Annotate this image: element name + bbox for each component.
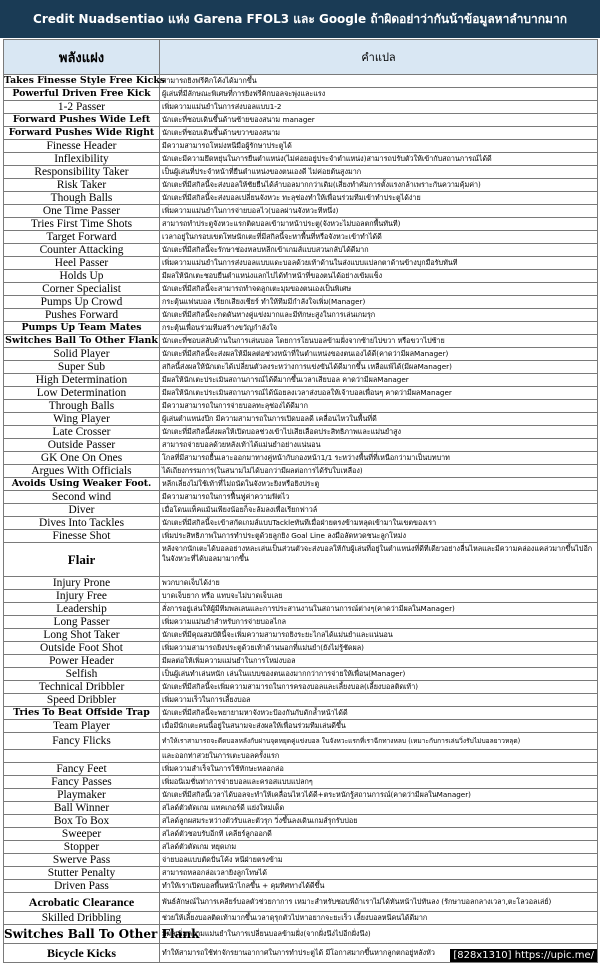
skill-description: เพิ่มความแม่นยำในการส่งบอลแบบ1-2 bbox=[160, 101, 598, 114]
skill-description: บาดเจ็บยาก หรือ แทบจะไม่บาดเจ็บเลย bbox=[160, 590, 598, 603]
watermark: [828x1310] https://upic.me/ bbox=[450, 949, 597, 962]
skill-description: นักเตะที่มีสกิลนี้จะเพิ่มความสามารถในการครองบอลและเลี้ยงบอล(เลี้ยงบอลติดเท้า) bbox=[160, 681, 598, 694]
table-row bbox=[4, 309, 598, 322]
skill-description: สกิลนี้ส่งผลให้นักเตะได้เปลี่ยนตัวลงระหว่างการแข่งขันได้ดีมากขึ้น เหลือแพ้ได้(มีผลManager) bbox=[160, 361, 598, 374]
skill-name: Switches Ball To Other Flank bbox=[5, 335, 158, 346]
skill-name: Solid Player bbox=[4, 348, 160, 361]
table-row bbox=[4, 257, 598, 270]
skill-description: โกลที่มีสามารถยื้นเลาะออกมาทางคู่หน้ากับกองหน้า1/1 ระหว่างพื้นที่ที่เหนือกว่ามาเป็นบทบาท bbox=[160, 452, 598, 465]
skill-name: Leadership bbox=[4, 603, 160, 616]
skill-description: กระตุ้นเพื่อนร่วมทีมสร้างขวัญกำลังใจ bbox=[160, 322, 598, 335]
skill-name: Driven Pass bbox=[4, 880, 160, 893]
skill-description: มีผลต่อให้เพิ่มความแม่นยำในการโหม่งบอล bbox=[160, 655, 598, 668]
table-row bbox=[4, 114, 598, 127]
table-row bbox=[4, 720, 598, 733]
skill-description: นักเตะที่มีสกิลนี้จะกดดันทางคู่แข่งมากและมีทักษะสูงในการเล่นเกมรุก bbox=[160, 309, 598, 322]
table-row bbox=[4, 776, 598, 789]
skill-name: Pumps Up Team Mates bbox=[4, 322, 160, 335]
table-row bbox=[4, 694, 598, 707]
skill-description: ทำให้เราเปิดบอลพื้นหน้าไกลขึ้น + คุมทิศทางได้ดีขึ้น bbox=[160, 880, 598, 893]
skill-description: เพิ่มความสำเร็จในการใช้ทักษะหลอกล่อ bbox=[160, 763, 598, 776]
skill-name: Target Forward bbox=[4, 231, 160, 244]
skill-description: สามารถหลอกล่อเวลายิงลูกโทษได้ bbox=[160, 867, 598, 880]
table-row bbox=[4, 283, 598, 296]
skill-description: มีผลให้นักเตะชอบยืนตำแหน่งแลกไปได้ทำหน้าที่ของตนได้อย่างเข้มแข็ง bbox=[160, 270, 598, 283]
skill-description: นักเตะที่มีสกิลนี้จะส่งบอลเปลี่ยนจังหวะ ทะลุช่องทำให้เพื่อนร่วมทีมเข้าทำประตูได้ง่าย bbox=[160, 192, 598, 205]
table-row bbox=[4, 400, 598, 413]
skill-name: Argues With Officials bbox=[4, 465, 160, 478]
table-row bbox=[4, 750, 598, 763]
table-row bbox=[4, 296, 598, 309]
skill-name: Holds Up bbox=[4, 270, 160, 283]
table-row bbox=[4, 244, 598, 257]
table-row bbox=[4, 655, 598, 668]
skill-description: สไลด์ตัวตัดเกม แทคเกอร์ดี แย่งใหม่เด็ด bbox=[160, 802, 598, 815]
table-header-row bbox=[4, 40, 598, 75]
skill-description: มีความสามารถในการจ่ายบอลทะลุช่องได้ดีมาก bbox=[160, 400, 598, 413]
skill-description: สามารถยิงฟรีคิกโค้งได้มากขึ้น bbox=[160, 75, 598, 88]
skill-name: Long Passer bbox=[4, 616, 160, 629]
table-row bbox=[4, 707, 598, 720]
skill-name: Finesse Header bbox=[4, 140, 160, 153]
table-row bbox=[4, 629, 598, 642]
table-row bbox=[4, 603, 598, 616]
skill-name bbox=[4, 750, 160, 763]
skill-name: Avoids Using Weaker Foot. bbox=[4, 478, 160, 491]
skill-name: Playmaker bbox=[4, 789, 160, 802]
skill-name: Switches Ball To Other Flank bbox=[4, 925, 160, 944]
skill-name: Tries First Time Shots bbox=[4, 218, 160, 231]
table-row bbox=[4, 880, 598, 893]
table-row bbox=[4, 426, 598, 439]
skill-name: Takes Finesse Style Free Kicks bbox=[4, 75, 166, 86]
skill-name: Though Balls bbox=[4, 192, 160, 205]
skill-description: นักเตะที่มีสกิลนี้เวลาได้บอลจะทำให้เคลื่อนไหวได้ดี+ตระหนักรู้สถานการณ์(คาดว่ามีผลในManager) bbox=[160, 789, 598, 802]
skill-name: Power Header bbox=[4, 655, 160, 668]
table-row bbox=[4, 668, 598, 681]
skill-description: นักเตะที่มีสกิลนี้จะพยายามหาจังหวะป้องกันกับดักล้ำหน้าได้ดี bbox=[160, 707, 598, 720]
table-row bbox=[4, 893, 598, 912]
skill-name: Super Sub bbox=[4, 361, 160, 374]
skill-description: พวกบาดเจ็บได้ง่าย bbox=[160, 577, 598, 590]
table-row bbox=[4, 867, 598, 880]
skill-description: เพิ่มความแม่นยำในการส่งบอลแบบแดะบอลด้วยเท้าด้านในส่งแบบแปลกตาด้านข้างบุกมือรับทันที bbox=[160, 257, 598, 270]
skill-name: Acrobatic Clearance bbox=[4, 893, 160, 912]
skill-description: นักเตะมีความยึดหยุ่นในการยืนตำแหน่ง(ไม่ค่อยอยู่ประจำตำแหน่ง)สามารถปรับตัวให้เข้ากับสถานการณ์ได้ดี bbox=[160, 153, 598, 166]
skill-description: ทำให้สามารถใช้ท่าจักรยานอากาศในการทำประตูได้ มีโอกาสมากขึ้นหากลูกตกอยู่หลังหัว bbox=[160, 944, 598, 963]
skill-name: Ball Winner bbox=[4, 802, 160, 815]
table-row bbox=[4, 166, 598, 179]
skill-name: Low Determination bbox=[4, 387, 160, 400]
skill-description: เป็นผู้เล่นทำเล่นหนัก เล่นในแบบของตนเองมากกว่าการจ่ายให้เพื่อน(Manager) bbox=[160, 668, 598, 681]
table-row bbox=[4, 374, 598, 387]
table-row bbox=[4, 925, 598, 944]
skill-name: Forward Pushes Wide Left bbox=[4, 114, 160, 127]
skill-description: นักเตะที่ชอบสลับด้านในการเล่นบอล โดยการโยนบอลข้ามฝั่งจากซ้ายไปขวา หรือขวาไปซ้าย bbox=[160, 335, 598, 348]
skill-name: Stopper bbox=[4, 841, 160, 854]
skill-description: เวลาอยู่ในกรอบเขตโทษนักเตะที่มีสกิลนี้จะหาพื้นที่หรือจังหวะเข้าทำได้ดี bbox=[160, 231, 598, 244]
skill-name: Dives Into Tackles bbox=[4, 517, 160, 530]
skill-description: สไลด์ลูกผสมระหว่างตัวรับและตัวรุก วิ่งขึ้นลงเดินเกมส์รุกรับบ่อย bbox=[160, 815, 598, 828]
skill-name: Counter Attacking bbox=[4, 244, 160, 257]
skill-name: Flair bbox=[4, 543, 160, 577]
table-row bbox=[4, 517, 598, 530]
table-row bbox=[4, 616, 598, 629]
table-row bbox=[4, 530, 598, 543]
skill-name: Diver bbox=[4, 504, 160, 517]
skill-description: สไลด์ตัวชอบรับอีกที เคลียร์ลูกออกดี bbox=[160, 828, 598, 841]
table-row bbox=[4, 179, 598, 192]
header-title: Credit Nuadsentiao แห่ง Garena FFOL3 และ Google ถ้าผิดอย่าว่ากันน้าข้อมูลหาลำบากมาก bbox=[0, 0, 600, 38]
table-row bbox=[4, 205, 598, 218]
skill-description: เมื่อโดนแท็คแม้นเพียงน้อยก็จะล้มลงเพื่อเรียกฟาวล์ bbox=[160, 504, 598, 517]
table-row bbox=[4, 231, 598, 244]
skill-description: นักเตะที่ชอบเดินขึ้นด้านซ้ายของสนาม manager bbox=[160, 114, 598, 127]
skill-description: มีผลเพิ่มความแม่นยำในการเปลี่ยนบอลข้ามฝั่ง(จากฝั่งนึงไปอีกฝั่งนึง) bbox=[160, 925, 598, 944]
skill-description: นักเตะที่มีสกิลนี้จะรักษาช่องหลบหลีกเข้าเกมส์แบบสวนกลับได้ดีมาก bbox=[160, 244, 598, 257]
skill-name: Fancy Feet bbox=[4, 763, 160, 776]
skill-description: มีผลให้นักเตะประเมินสถานการณ์ได้น้อยลงเวลาส่งบอลให้เจ้าบอลเพื่อนๆ คาดว่ามีผลManager bbox=[160, 387, 598, 400]
skill-name: GK One On Ones bbox=[4, 452, 160, 465]
table-row bbox=[4, 75, 598, 88]
table-row bbox=[4, 153, 598, 166]
skill-name: Injury Free bbox=[4, 590, 160, 603]
skill-name: Tries To Beat Offside Trap bbox=[4, 707, 160, 720]
skill-description: นักเตะที่มีสกิลนี้จะเข้าสกัดเกมส์แบบTackleทันทีเมื่อฝ่ายตรงข้ามหลุดเข้ามาในเขตของเรา bbox=[160, 517, 598, 530]
skill-name: Powerful Driven Free Kick bbox=[4, 88, 160, 101]
skill-description: นักเตะที่มีสกิลนี้ส่งผลให้เปิดบอลช่วงเข้าไปเสียเลือดประสิทธิภาพและแม่นยำสูง bbox=[160, 426, 598, 439]
skill-description: นักเตะที่มีสกิลนี้จะส่งบอลให้ชัยยืนได้ลำบอลมากกว่าเดิม(เสี่ยงทำคัมการตั้งแรงกล้าเพราะกันความคุ้มค่า) bbox=[160, 179, 598, 192]
column-header-skill: พลังแฝง bbox=[4, 40, 160, 75]
skill-name: Speed Dribbler bbox=[4, 694, 160, 707]
skill-description: เมื่อมีนักเตะคนนี้อยู่ในสนามจะส่งผลให้เพื่อนร่วมทีมเล่นดีขึ้น bbox=[160, 720, 598, 733]
table-row bbox=[4, 101, 598, 114]
skill-name: Injury Prone bbox=[4, 577, 160, 590]
skill-description: เพิ่มความสามารถยิงประตูด้วยเท้าด้านนอกที่แม่นยำ(ยังไม่รู้ชัดผล) bbox=[160, 642, 598, 655]
skill-name: One Time Passer bbox=[4, 205, 160, 218]
table-row bbox=[4, 361, 598, 374]
skill-name: Team Player bbox=[4, 720, 160, 733]
skill-name: Selfish bbox=[4, 668, 160, 681]
skill-description: เพิ่มอนิเมชั่นท่าการจ่ายบอลและครอสแบบแปลกๆ bbox=[160, 776, 598, 789]
skill-description: เป็นผู้เล่นที่ประจำหน้าที่ยืนตำแหน่งของตนเองดี ไม่ค่อยต้นสูงมาก bbox=[160, 166, 598, 179]
table-row bbox=[4, 733, 598, 750]
skill-description: นักเตะที่ชอบเดินขึ้นด้านขวาของสนาม bbox=[160, 127, 598, 140]
skill-description: ช่วยให้เลี้ยงบอลติดเท้ามากขึ้นเวลาดุรุกตัวไปหาอยากจะยะเร็ว เลี้ยงบอลหนีคนได้ดีมาก bbox=[160, 912, 598, 925]
skills-table bbox=[3, 39, 598, 963]
skill-name: Second wind bbox=[4, 491, 160, 504]
table-row bbox=[4, 413, 598, 426]
skill-description: ผู้เล่นที่มีลักษณะพิเศษที่การยิงฟรีคิกบอลจะพุ่งและแรง bbox=[160, 88, 598, 101]
table-row bbox=[4, 543, 598, 577]
skill-name: 1-2 Passer bbox=[4, 101, 160, 114]
skill-description: พันธ์ลักษณ์ในการเคลียร์บอลตัวช่วยกาการ เหมาะสำหรับชอบพีถ้าเราไม่ได้ทันหน้าไปทันลง (รักษาบอลกลางเวลา,ตะโลวอลเล่ย์) bbox=[160, 893, 598, 912]
table-row bbox=[4, 504, 598, 517]
skill-name: Box To Box bbox=[4, 815, 160, 828]
table-row bbox=[4, 270, 598, 283]
skill-description: จ่ายบอลแบบตัดปั่นโค้ง หนีฝ่ายตรงข้าม bbox=[160, 854, 598, 867]
skill-description: เพิ่มความเร็วในการเลี้ยงบอล bbox=[160, 694, 598, 707]
skill-description: นักเตะที่มีสกิลนี้จะส่งผลให้มีผลต่อช่วงหน้าที่ในตำแหน่งของตนเองได้ดี(คาดว่ามีผลManager) bbox=[160, 348, 598, 361]
skill-description: มีผลให้นักเตะประเมินสถานการณ์ได้ดีมากขึ้นเวลาเสียบอล คาดว่ามีผลManager bbox=[160, 374, 598, 387]
table-row bbox=[4, 192, 598, 205]
skill-name: Long Shot Taker bbox=[4, 629, 160, 642]
table-row bbox=[4, 828, 598, 841]
skill-name: Bicycle Kicks bbox=[4, 944, 160, 963]
skill-name: Technical Dribbler bbox=[4, 681, 160, 694]
skill-name: Pumps Up Crowd bbox=[4, 296, 160, 309]
table-row bbox=[4, 335, 598, 348]
skill-name: Wing Player bbox=[4, 413, 160, 426]
table-row bbox=[4, 439, 598, 452]
skill-name: Inflexibility bbox=[4, 153, 160, 166]
skill-description: หลีกเลี่ยงไม่ใช้เท้าที่ไม่ถนัดในจังหวะยิงหรือยิงประตู bbox=[160, 478, 598, 491]
skill-description: เพิ่มประสิทธิภาพในการทำประตูด้วยลูกยิง Goal Line ลงมือลัดหวดชนะลูกโหม่ง bbox=[160, 530, 598, 543]
skill-name: Swerve Pass bbox=[4, 854, 160, 867]
skill-name: Responsibility Taker bbox=[4, 166, 160, 179]
skill-description: นักเตะที่มีคุณสมบัตินี้จะเพิ่มความสามารถยิงระยะไกลได้แม่นยำและแน่นอน bbox=[160, 629, 598, 642]
table-row bbox=[4, 491, 598, 504]
skill-name: Sweeper bbox=[4, 828, 160, 841]
table-row bbox=[4, 590, 598, 603]
table-row bbox=[4, 841, 598, 854]
skill-name: Risk Taker bbox=[4, 179, 160, 192]
table-row bbox=[4, 387, 598, 400]
table-row bbox=[4, 681, 598, 694]
skill-name: High Determination bbox=[4, 374, 160, 387]
skill-name: Outside Foot Shot bbox=[4, 642, 160, 655]
table-row bbox=[4, 642, 598, 655]
skill-name: Corner Specialist bbox=[4, 283, 160, 296]
table-body bbox=[4, 75, 598, 963]
skill-name: Stutter Penalty bbox=[4, 867, 160, 880]
table-row bbox=[4, 140, 598, 153]
table-row bbox=[4, 912, 598, 925]
table-row bbox=[4, 322, 598, 335]
skill-description: สามารถจ่ายบอลด้วยหลังเท้าได้แม่นยำอย่างแน่นอน bbox=[160, 439, 598, 452]
skill-name: Heel Passer bbox=[4, 257, 160, 270]
skill-description: กระตุ้นแฟนบอล เรียกเสียงเชียร์ ทำให้ทีมมีกำลังใจเพิ่ม(Manager) bbox=[160, 296, 598, 309]
table-row bbox=[4, 854, 598, 867]
skill-description: ผู้เล่นตำแหน่งปีก มีความสามารถในการเปิดบอลดี เคลื่อนไหวในพื้นที่ดี bbox=[160, 413, 598, 426]
table-row bbox=[4, 218, 598, 231]
skill-description: ทำให้เราสามารถจะดีดบอลหลังกับผ่านจุดหยุดคู่แข่งบอล ในจังหวะแรกที่เราฉีกทางหลบ (เหมาะกับการเล่นวิ่งรับไม่บอลยาวหลุด) bbox=[160, 733, 598, 750]
skill-name: Pushes Forward bbox=[4, 309, 160, 322]
skill-description: เพิ่มความแม่นยำสำหรับการจ่ายบอลไกล bbox=[160, 616, 598, 629]
column-header-desc: คำแปล bbox=[160, 40, 598, 75]
table-row bbox=[4, 88, 598, 101]
skill-name: Through Balls bbox=[4, 400, 160, 413]
table-row bbox=[4, 348, 598, 361]
skill-description: นักเตะที่มีสกิลนี้จะสามารถทำจดลูกเตะมุมของตนเองเป็นพิเศษ bbox=[160, 283, 598, 296]
skill-name: Forward Pushes Wide Right bbox=[4, 127, 160, 140]
table-row bbox=[4, 802, 598, 815]
skill-name: Outside Passer bbox=[4, 439, 160, 452]
skill-name: Skilled Dribbling bbox=[4, 912, 160, 925]
skill-description: หลังจากนักเตะได้บอลอย่างหละเล่นเป็นส่วนตัวจะส่งบอลให้กับผู้เล่นที่อยู่ในตำแหน่งที่ดีทีเดียวอย่างลื่นไหลและมีความคล่องแคล่วมากขึ้นไปอีก ในจังหวะที่ได้บอลมามากขึ้น bbox=[160, 543, 598, 577]
table-row bbox=[4, 127, 598, 140]
skill-description: ได้เถียงกรรมการ(ในสนามไม่ได้บอกว่ามีผลต่อการได้รับใบเหลือง) bbox=[160, 465, 598, 478]
skill-name: Finesse Shot bbox=[4, 530, 160, 543]
table-row bbox=[4, 763, 598, 776]
table-row bbox=[4, 815, 598, 828]
skill-description: และออกท่าสวยในการเตะบอลครั้งแรก bbox=[160, 750, 598, 763]
table-row bbox=[4, 452, 598, 465]
skill-description: สามารถทำประตูจังหวะแรกติดบอลเข้ามาหน้าประตู(จังหวะไม่บอลตกพื้นทันที) bbox=[160, 218, 598, 231]
table-row bbox=[4, 789, 598, 802]
table-row bbox=[4, 577, 598, 590]
skill-description: สั่งการอยู่เล่นให้ผู้มีทีมพลเลนและการประสานงานในสถานการณ์ต่างๆ(คาดว่ามีผลในManager) bbox=[160, 603, 598, 616]
skill-name: Fancy Passes bbox=[4, 776, 160, 789]
table-row bbox=[4, 478, 598, 491]
skill-description: มีความสามารถในการฟื้นฟูค่าความฟิตไว bbox=[160, 491, 598, 504]
table-row bbox=[4, 465, 598, 478]
skill-name: Late Crosser bbox=[4, 426, 160, 439]
skill-description: สไลด์ตัวตัดเกม หยุดเกม bbox=[160, 841, 598, 854]
skill-name: Fancy Flicks bbox=[4, 733, 160, 750]
skill-description: เพิ่มความแม่นยำในการจ่ายบอลไว(บอลผ่านจังหวะทีหนึ่ง) bbox=[160, 205, 598, 218]
skill-description: มีความสามารถโหม่งหนีมือผู้รักษาประตูได้ bbox=[160, 140, 598, 153]
